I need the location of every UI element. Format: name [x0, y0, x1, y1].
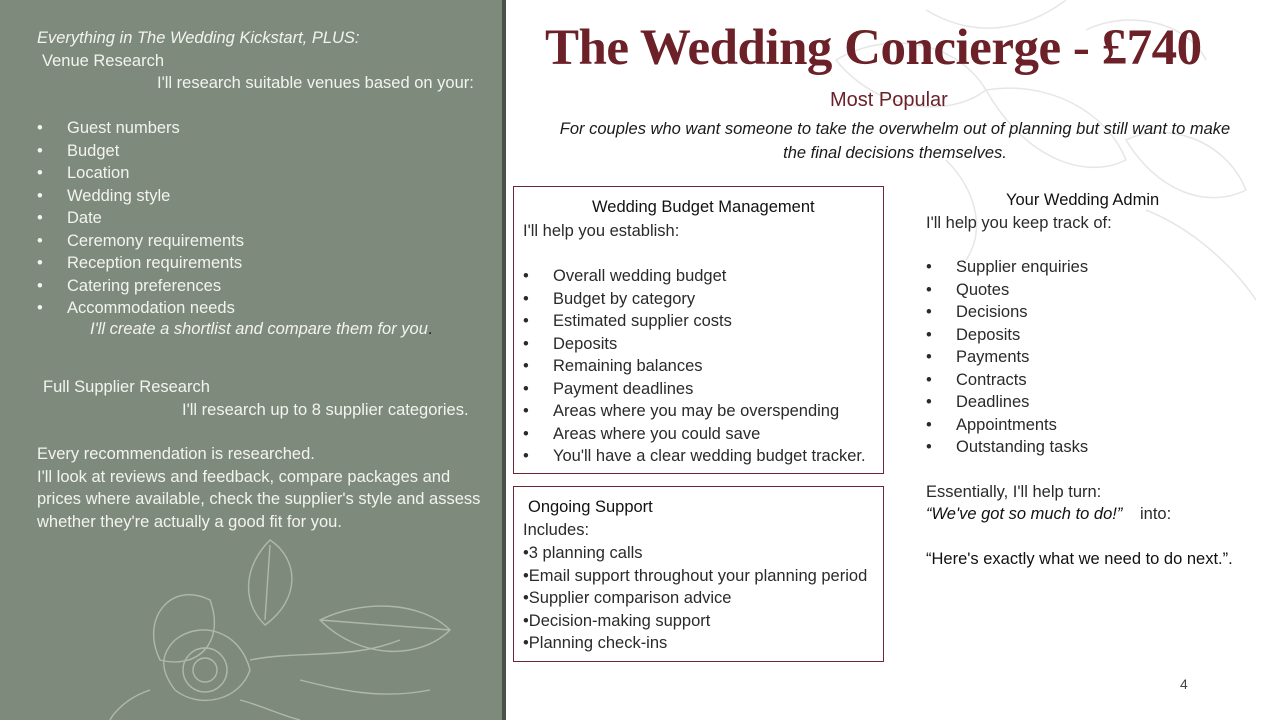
quote-before: “We've got so much to do!” — [926, 505, 1123, 523]
list-item: • Payment deadlines — [523, 378, 866, 401]
bullet-icon: • — [523, 289, 529, 308]
list-item: • Quotes — [926, 279, 1088, 302]
list-item: • Location — [37, 162, 244, 185]
list-item: • Date — [37, 207, 244, 230]
bullet-icon: • — [926, 415, 932, 434]
list-item: • You'll have a clear wedding budget tracker. — [523, 445, 866, 468]
bullet-icon: • — [926, 258, 932, 276]
bullet-icon: • — [37, 186, 43, 205]
bullet-icon: • — [926, 370, 932, 389]
bullet-icon: • — [523, 589, 529, 607]
bullet-icon: • — [523, 611, 529, 630]
bullet-icon: • — [926, 393, 932, 411]
bullet-icon: • — [37, 231, 43, 250]
list-item: • Deposits — [523, 333, 866, 356]
bullet-icon: • — [926, 325, 932, 344]
list-item: • Supplier enquiries — [926, 256, 1088, 279]
flower-illustration — [0, 0, 502, 720]
bullet-icon: • — [926, 348, 932, 366]
list-item: • Catering preferences — [37, 275, 244, 298]
bullet-icon: • — [926, 280, 932, 299]
list-item: • Ceremony requirements — [37, 230, 244, 253]
list-item: • Reception requirements — [37, 252, 244, 275]
bullet-icon: • — [523, 312, 529, 330]
supplier-research-heading: Full Supplier Research — [43, 378, 210, 396]
list-item: • Budget by category — [523, 288, 866, 311]
list-item: • Accommodation needs — [37, 297, 244, 320]
list-item: • Overall wedding budget — [523, 265, 866, 288]
bullet-icon: • — [37, 276, 43, 295]
bullet-icon: • — [37, 164, 43, 182]
bullet-icon: • — [523, 334, 529, 353]
bullet-icon: • — [523, 566, 529, 585]
intro-text: Everything in The Wedding Kickstart, PLUS: — [37, 29, 360, 47]
page-title: The Wedding Concierge - £740 — [545, 20, 1202, 76]
bullet-icon: • — [523, 267, 529, 285]
bullet-icon: • — [523, 379, 529, 398]
bullet-icon: • — [523, 357, 529, 375]
list-item: • Contracts — [926, 369, 1088, 392]
admin-heading: Your Wedding Admin — [1006, 191, 1160, 209]
bullet-icon: • — [926, 303, 932, 321]
most-popular-badge: Most Popular — [830, 89, 948, 111]
bullet-icon: • — [926, 438, 932, 456]
list-item: • Guest numbers — [37, 117, 244, 140]
venue-criteria-list — [37, 117, 244, 320]
page-number: 4 — [1180, 676, 1188, 692]
bullet-icon: • — [523, 424, 529, 443]
bullet-icon: • — [37, 299, 43, 317]
supplier-research-subtext: I'll research up to 8 supplier categories. — [182, 401, 469, 419]
budget-intro: I'll help you establish: — [523, 222, 680, 240]
recommendation-text-line: whether they're actually a good fit for you. — [37, 513, 342, 531]
budget-list — [523, 265, 866, 468]
list-item: • Remaining balances — [523, 355, 866, 378]
support-heading: Ongoing Support — [528, 498, 653, 516]
list-item: •Email support throughout your planning period — [523, 566, 868, 585]
budget-heading: Wedding Budget Management — [592, 198, 815, 216]
bullet-icon: • — [37, 254, 43, 272]
recommendation-text-line: Every recommendation is researched. — [37, 445, 315, 463]
list-item: • Appointments — [926, 414, 1088, 437]
venue-research-heading: Venue Research — [42, 52, 165, 70]
list-item: • Wedding style — [37, 185, 244, 208]
list-item: •3 planning calls — [523, 544, 643, 562]
list-item: • Decisions — [926, 301, 1088, 324]
bullet-icon: • — [37, 141, 43, 160]
admin-intro: I'll help you keep track of: — [926, 214, 1112, 232]
admin-summary: Essentially, I'll help turn: — [926, 483, 1102, 501]
bullet-icon: • — [523, 634, 529, 652]
bullet-icon: • — [523, 402, 529, 420]
list-item: •Planning check-ins — [523, 634, 668, 652]
list-item: • Payments — [926, 346, 1088, 369]
quote-after: “Here's exactly what we need to do next.”. — [926, 550, 1233, 568]
into-label: into: — [1140, 505, 1172, 523]
package-tagline: For couples who want someone to take the overwhelm out of planning but still want to make the final decisions themselves. — [559, 120, 1231, 162]
recommendation-text-line: I'll look at reviews and feedback, compare packages and — [37, 468, 451, 486]
bullet-icon: • — [37, 119, 43, 137]
recommendation-text-line: prices where available, check the supplier's style and assess — [37, 490, 481, 508]
list-item: • Budget — [37, 140, 244, 163]
bullet-icon: • — [523, 447, 529, 465]
list-item: • Outstanding tasks — [926, 436, 1088, 459]
venue-shortlist-note: I'll create a shortlist and compare them for you. — [90, 320, 433, 338]
list-item: • Estimated supplier costs — [523, 310, 866, 333]
left-panel — [0, 0, 502, 720]
list-item: • Deadlines — [926, 391, 1088, 414]
support-intro: Includes: — [523, 521, 590, 539]
list-item: • Deposits — [926, 324, 1088, 347]
list-item: • Areas where you may be overspending — [523, 400, 866, 423]
list-item: •Supplier comparison advice — [523, 589, 732, 607]
bullet-icon: • — [37, 209, 43, 227]
venue-research-subtext: I'll research suitable venues based on your: — [157, 74, 474, 92]
bullet-icon: • — [523, 544, 529, 562]
support-list — [523, 542, 867, 655]
admin-list — [926, 256, 1088, 459]
list-item: •Decision-making support — [523, 611, 711, 630]
list-item: • Areas where you could save — [523, 423, 866, 446]
